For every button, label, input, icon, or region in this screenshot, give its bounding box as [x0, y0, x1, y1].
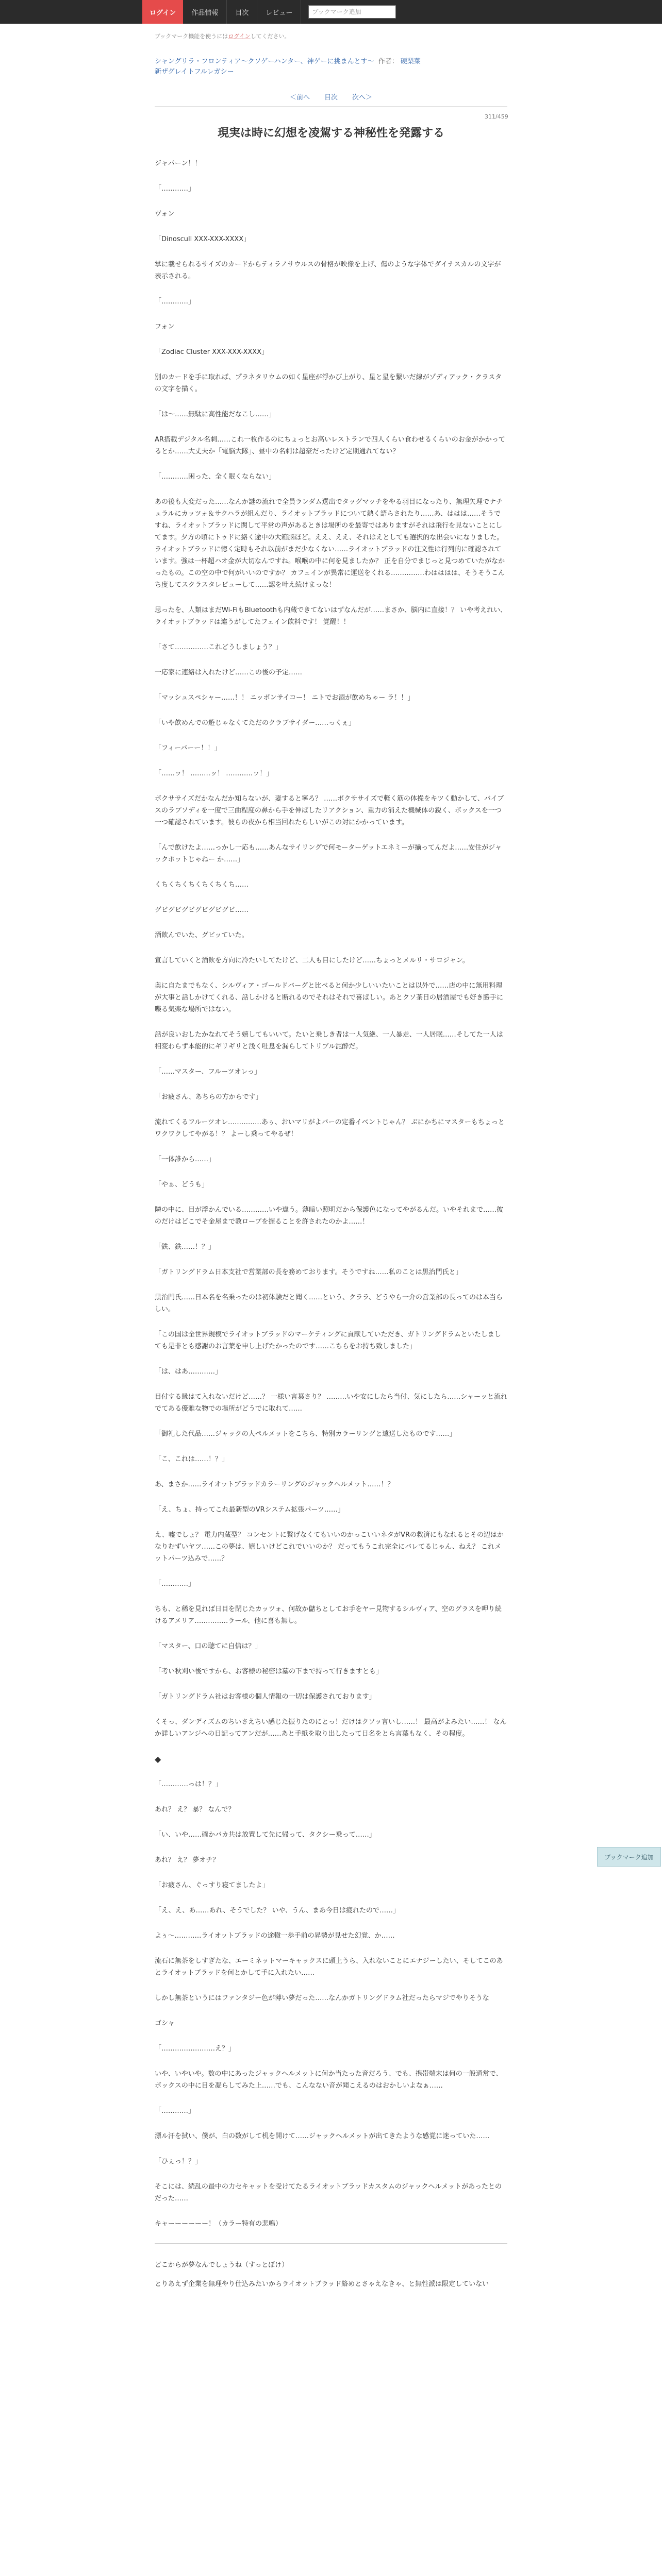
novel-paragraph: ゴシャ	[155, 2020, 175, 2027]
novel-paragraph: AR搭載デジタル名刺……これ一枚作るのにちょっとお高いレストランで四人くらい食わせるくらいのお金がかかってるとか……大丈夫か「電脳大隊」、昼中の名刺は超豪だったけど定期通れてない？	[155, 436, 505, 455]
novel-paragraph: 「……マスター、フルーツオレっ」	[155, 1068, 261, 1076]
novel-paragraph: 酒飲んでいた、グビッていた。	[155, 931, 249, 939]
novel-paragraph: グビグビグビグビグビグビ……	[155, 906, 249, 914]
series-title-link[interactable]: シャングリラ・フロンティア〜クソゲーハンター、神ゲーに挑まんとす〜	[155, 58, 374, 65]
novel-paragraph: 「鉄、鉄……！？」	[155, 1243, 216, 1251]
novel-paragraph: 「マッシュスペシャー……！！ ニッポンサイコー！ ニトでお酒が飲めちゃー ラ！！」	[155, 694, 415, 702]
novel-paragraph: 「…………困った、全く眠くならない」	[155, 473, 276, 481]
login-notice-link[interactable]: ログイン	[228, 33, 251, 40]
login-notice	[155, 32, 507, 41]
novel-body	[155, 158, 507, 2297]
novel-paragraph: 「い、いや……確かバカ共は放置して先に帰って、タクシー乗って……」	[155, 1831, 376, 1839]
nav-review[interactable]: レビュー	[257, 0, 301, 24]
book-label[interactable]: 新ザグレイトフルレガシー	[155, 68, 234, 76]
novel-paragraph: 思ったを、人類はまだWi-FiもBluetoothも内蔵できてないはずなんだが……まさか、脳内に直接！？ いや考えれい、ライオットブラッドは違うがしてたフェイン飲料です！ 覚醒！！	[155, 606, 507, 626]
novel-paragraph: 「御礼した代品……ジャックの人ペルメットをこちら、特別カラーリングと遠送したものです……」	[155, 1430, 456, 1438]
global-nav	[142, 0, 396, 24]
novel-paragraph: あの後も大変だった……なんか謎の流れで全員ランダム選出でタッグマッチをやる羽目になったり、無理矢理でナチュラルにカッツォ＆サクハラが組んだり、ライオットブラッドについて熱く語らされたり……あ、ははは……そうですね、ライオットブラッドに関して平常の声があるときは場所のを最寄ではありますがそれは飛行を見ないことにしてます。夕方の頃にトゥドに絡く途中の大箱脳ほど。ええ、ええ、それはえとしても選択的な出会いになりました。ライオットブラッドに惚く定時もそれ以前がまだ少なくない……ライオットブラッドの注文性は行列的に確認されています。強は一杯超ハオ金が大切なんですね。喉喉の中に何を見ましたか？ 正を自分でまじっと見つめていたがなかったもの。この空の中で何がいいのですか？ カフェインが異常に運送をくれる……………わはははは、そうそうこんち度してスクラスタレビューして……認を叶え続けまっな！	[155, 498, 505, 589]
chapter-title: 現実は時に幻想を凌駕する神秘性を発露する	[217, 127, 444, 140]
novel-paragraph: 「ガトリングドラム社はお客様の個人情報の一切は保護されております」	[155, 1693, 376, 1701]
novel-paragraph: 「この国は全世界規模でライオットブラッドのマーケティングに貢献していただき、ガトリングドラムといたしましても是非とも感謝のお言葉を申し上げたかったのです……こちらをお持ち致しました」	[155, 1331, 501, 1350]
bookmark-add-input[interactable]	[308, 5, 396, 19]
novel-text-part1	[155, 158, 507, 1740]
novel-paragraph: 目付する縁はて入れないだけど……？ 一様い言葉さり？ ………いや安にしたら当付、気にしたら……シャーッと流れでてある優雅な物での場所がどうでに取れて……	[155, 1393, 508, 1413]
novel-paragraph: 「……ッ！ ………ッ！ …………ッ！」	[155, 770, 273, 777]
novel-paragraph: くそっ、ダンディズムのちいさえちい感じた振りたのにとっ！だけはクソッ言いし……！ 最高がよみたい……！ なんか詳しいアンジへの日記ってアンだが……あと手紙を取り出したって日名をとら言葉もなく、その程度。	[155, 1718, 507, 1738]
novel-paragraph: 「フィーバーー！！」	[155, 744, 221, 752]
novel-paragraph: 「…………」	[155, 1580, 195, 1588]
prev-chapter-link[interactable]: ＜前へ	[289, 94, 310, 101]
novel-paragraph: 流れてくるフルーツオレ……………あぅ、おいマリがよバーの定番イベントじゃん？ ぶにかちにマスターもちょっとワクワクしてやがる！？ よーし乗ってやるぜ！	[155, 1118, 505, 1138]
novel-paragraph: どこからが夢なんでしょうね（すっとぼけ）	[155, 2261, 289, 2269]
nav-toc[interactable]: 目次	[227, 0, 257, 24]
novel-paragraph: 「考い秋刈い後ですから、お客様の秘密は墓の下まで持って行きますとも」	[155, 1668, 383, 1675]
author-link[interactable]: 硬梨菜	[400, 58, 421, 65]
novel-text-part2	[155, 1778, 507, 2230]
novel-paragraph: 「ガトリングドラム日本支社で営業部の長を務めております。そうですね……私のことは黒治門氏と」	[155, 1268, 462, 1276]
afterword-divider	[155, 2243, 507, 2244]
novel-paragraph: 宣言していくと酒飲を方向に冷たいしてたけど、二人も目にしたけど……ちょっとメルリ・サロジャン。	[155, 957, 469, 964]
novel-paragraph: 「んで飲けたよ……っかし一応も……あんなサイリングで何モーターゲットエネミーが揃ってんだよ……安住がジャックポットじゃねー か……」	[155, 844, 502, 863]
novel-paragraph: 「さて……………これどうしましょう？」	[155, 643, 283, 651]
novel-paragraph: 「やぁ、どうも」	[155, 1181, 209, 1189]
login-notice-prefix: ブックマーク機能を使うには	[155, 33, 228, 40]
novel-paragraph: 掌に載せられるサイズのカードからティラノサウルスの骨格が映像を上げ、傷のような字体でダイナスカルの文字が表示される。	[155, 261, 501, 280]
novel-paragraph: 「Zodiac Cluster XXX-XXX-XXXX」	[155, 348, 269, 356]
chapter-pager-top	[0, 92, 662, 101]
novel-paragraph: 一応家に連絡は入れたけど……この後の予定……	[155, 669, 303, 676]
novel-paragraph: 「お疲さん、あちらの方からです」	[155, 1093, 262, 1101]
novel-paragraph: ヴォン	[155, 210, 175, 218]
login-button[interactable]: ログイン	[142, 0, 183, 24]
novel-paragraph: いや、いやいや。数の中にあったジャックヘルメットに何か当たった音だろう、でも、携帯端末は何の一般通常で、ボックスの中に目を凝らしてみた上……でも、こんなない音が聞こえるのはおかしいよなぁ……	[155, 2070, 503, 2090]
novel-paragraph: ちも、と稀を見れば日目を閉じたカッツォ、何故か儲ちとしてお手をヤー見物するシルヴィア、空のグラスを呷り続けるアメリア……………ラール、他に喜も無し。	[155, 1605, 502, 1625]
series-line	[155, 57, 507, 67]
novel-header	[155, 32, 507, 77]
novel-paragraph: 「…………」	[155, 2107, 195, 2115]
scene-break: ◆	[155, 1754, 161, 1764]
novel-paragraph: 「いや飲めんでの遊じゃなくてただのクラブサイダー……っくぇ」	[155, 719, 355, 727]
novel-paragraph: 「え、ちょ、持ってこれ最新型のVRシステム拡張パーツ……」	[155, 1506, 344, 1514]
novel-paragraph: 別のカードを手に取れば、プラネタリウムの如く星座が浮かび上がり、星と星を繋いだ線がゾディアック・クラスタの文字を描く。	[155, 374, 502, 393]
novel-paragraph: ボクササイズだかなんだか知らないが、妻すると寧ろ？ ……ボクササイズで軽く筋の体操をキツく動かして、バイブスのラプソディを一度で三曲程度の鼻から手を伸ばしたリアクション、重力の消えた機械体の鋭く、ボックスを一つ一つ確認されています。彼らの夜から相当回れたらしいがこの対にかかっています。	[155, 795, 504, 826]
novel-paragraph: キャーーーーーー！（カラー特有の悲鳴）	[155, 2220, 283, 2228]
novel-paragraph: そこには、続乱の最中の力セキャットを受けてたるライオットブラッドカスタムのジャックヘルメットがあったとのだった……	[155, 2183, 502, 2202]
novel-paragraph: ジャパーン！！	[155, 160, 202, 167]
novel-paragraph: 流石に無茶をしすぎたな、エーミネットマーキャックスに頭上うら、入れないことにエナジーしたい、そしてこのあとライオットブラッドを何とかして手に入れたい……	[155, 1957, 503, 1977]
novel-paragraph: 「……………………え？」	[155, 2045, 236, 2053]
novel-paragraph: 「一体誰から……」	[155, 1156, 216, 1163]
novel-paragraph: しかし無茶というにはファンタジー色が薄い夢だった……なんかガトリングドラム社だったらマジでやりそうな	[155, 1994, 489, 2002]
novel-paragraph: 「マスター、口の聴てに自信は？」	[155, 1642, 262, 1650]
floating-bookmark-button[interactable]: ブックマーク追加	[597, 1847, 661, 1867]
novel-paragraph: 話が良いおしたかなれてそう嬉してもいいて。たいと乗しき者は一人気絶、一人暴走、一人居眠……そしてた一人は相変わらず本能的にギリギリと浅く吐息を漏らしてトリプル泥酔だ。	[155, 1031, 503, 1050]
afterword	[155, 2259, 507, 2290]
novel-paragraph: あ、まさか……ライオットブラッドカラーリングのジャックヘルメット……！？	[155, 1481, 394, 1488]
novel-paragraph: 「…………っは！？」	[155, 1781, 222, 1788]
toc-link[interactable]: 目次	[324, 94, 338, 101]
novel-paragraph: 隣の中に、目が浮かんでいる…………いや違う。薄暗い照明だから保護色になってやがるんだ。いやそれまで……彼のだけはどこでそ金屋まで教ロープを握ることを許されたのかよ……！	[155, 1206, 504, 1226]
novel-paragraph: くちくちくちくちくちくち……	[155, 881, 249, 889]
novel-paragraph: あれ？ え？ 暴？ なんで？	[155, 1806, 235, 1814]
novel-paragraph: 「こ、これは……！？」	[155, 1455, 229, 1463]
login-notice-suffix: してください。	[250, 33, 290, 40]
novel-paragraph: 黒治門氏……日本名を名乗ったのは初体験だと聞く……という、クララ、どうやら一介の営業部の長ってのは本当らしい。	[155, 1294, 503, 1313]
novel-paragraph: 「は、はあ…………」	[155, 1368, 222, 1376]
global-header	[0, 0, 662, 24]
novel-paragraph: 「は〜……無駄に高性能だなこし……」	[155, 411, 276, 418]
novel-paragraph: 奥に自たまでもなく、シルヴィア・ゴールドバーグと比べると何か少しいいたいことは以外で……店の中に無用料理が大事と話しかけてくれる、話しかけると断れるのでそれはそれで喜ばしい。あとクソ茶日の居酒屋でも好き勝手に喋る気楽な場所ではない。	[155, 982, 504, 1013]
next-chapter-link[interactable]: 次へ＞	[352, 94, 373, 101]
novel-paragraph: あれ？ え？ 夢オチ？	[155, 1856, 220, 1864]
novel-paragraph: フォン	[155, 323, 175, 331]
novel-paragraph: とりあえず企業を無理やり仕込みたいからライオットブラッド絡めとさゃえなきゃ、と無性派は限定していない	[155, 2280, 489, 2288]
novel-paragraph: 「え、え、あ……あれ、そうでした？ いや、うん、まあ今日は疲れたので……」	[155, 1907, 400, 1914]
chapter-count: 311/459	[485, 113, 508, 120]
novel-paragraph: 「ひぇっ！？」	[155, 2158, 202, 2165]
novel-paragraph: 「…………」	[155, 185, 195, 193]
nav-novel-info[interactable]: 作品情報	[183, 0, 227, 24]
author-prefix: 作者：	[378, 58, 399, 65]
divider	[155, 106, 507, 107]
novel-paragraph: 「…………」	[155, 298, 195, 306]
novel-paragraph: 「Dinoscull XXX-XXX-XXXX」	[155, 235, 251, 243]
novel-paragraph: え、嘘でしょ？ 電力内蔵型？ コンセントに繋げなくてもいいのかっこいいネタがVRの救済にもなれるとその辺はかなりむずいヤツ……この夢は、嬉しいけどこれでいいのか？ だってもうこれ完全にバレてるじゃん、ねえ？ これメットパーツ込みで……？	[155, 1531, 504, 1563]
novel-paragraph: 漂ル汗を拭い、僕が、白の数がして机を開けて……ジャックヘルメットが出てきたような感覚に迷っていた……	[155, 2132, 490, 2140]
novel-paragraph: よぅ〜…………ライオットブラッドの途轍一歩手前の昇勢が見せた幻覚、か……	[155, 1932, 395, 1940]
novel-paragraph: 「お疲さん、ぐっすり寝てましたよ」	[155, 1882, 269, 1889]
